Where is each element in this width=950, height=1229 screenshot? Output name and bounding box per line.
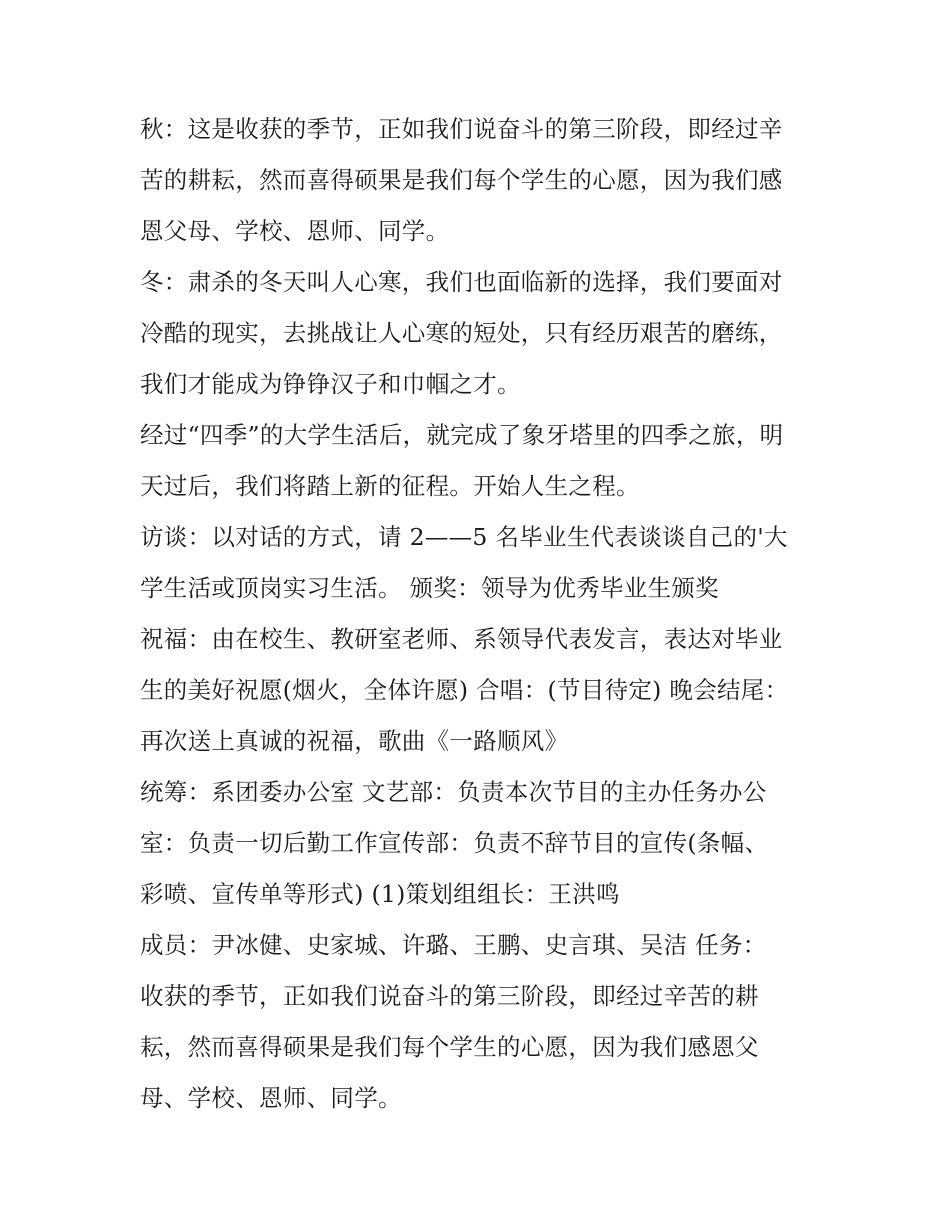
text-line: 天过后，我们将踏上新的征程。开始人生之程。 — [140, 472, 640, 500]
document-body — [140, 104, 820, 1124]
text-line: 学生活或顶岗实习生活。 颁奖：领导为优秀毕业生颁奖 — [140, 574, 719, 602]
paragraph-coordination — [140, 767, 820, 920]
paragraph-members — [140, 920, 820, 1124]
paragraph-interview — [140, 512, 820, 614]
text-line: 成员：尹冰健、史家城、许璐、王鹏、史言琪、吴洁 任务： — [140, 931, 767, 959]
paragraph-autumn — [140, 104, 820, 257]
text-line: 再次送上真诚的祝福，歌曲《一路顺风》 — [140, 727, 569, 755]
text-line: 母、学校、恩师、同学。 — [140, 1084, 402, 1112]
text-line: 生的美好祝愿(烟火，全体许愿) 合唱：(节目待定) 晚会结尾： — [140, 676, 789, 704]
text-line: 访谈：以对话的方式，请 2——5 名毕业生代表谈谈自己的'大 — [140, 523, 788, 551]
text-line: 收获的季节，正如我们说奋斗的第三阶段，即经过辛苦的耕 — [140, 982, 759, 1010]
text-line: 彩喷、宣传单等形式) (1)策划组组长：王洪鸣 — [140, 880, 620, 908]
text-line: 室：负责一切后勤工作宣传部：负责不辞节目的宣传(条幅、 — [140, 829, 769, 857]
text-line: 冷酷的现实，去挑战让人心寒的短处，只有经历艰苦的磨练， — [140, 319, 783, 347]
text-line: 恩父母、学校、恩师、同学。 — [140, 217, 450, 245]
paragraph-winter — [140, 257, 820, 410]
text-line: 经过“四季”的大学生活后，就完成了象牙塔里的四季之旅，明 — [140, 421, 784, 449]
paragraph-four-seasons — [140, 410, 820, 512]
text-line: 秋：这是收获的季节，正如我们说奋斗的第三阶段，即经过辛 — [140, 115, 783, 143]
text-line: 苦的耕耘，然而喜得硕果是我们每个学生的心愿，因为我们感 — [140, 166, 783, 194]
text-line: 祝福：由在校生、教研室老师、系领导代表发言，表达对毕业 — [140, 625, 783, 653]
text-line: 统筹：系团委办公室 文艺部：负责本次节目的主办任务办公 — [140, 778, 767, 806]
text-line: 我们才能成为铮铮汉子和巾帼之才。 — [140, 370, 521, 398]
paragraph-blessing — [140, 614, 820, 767]
text-line: 冬：肃杀的冬天叫人心寒，我们也面临新的选择，我们要面对 — [140, 268, 783, 296]
text-line: 耘，然而喜得硕果是我们每个学生的心愿，因为我们感恩父 — [140, 1033, 759, 1061]
